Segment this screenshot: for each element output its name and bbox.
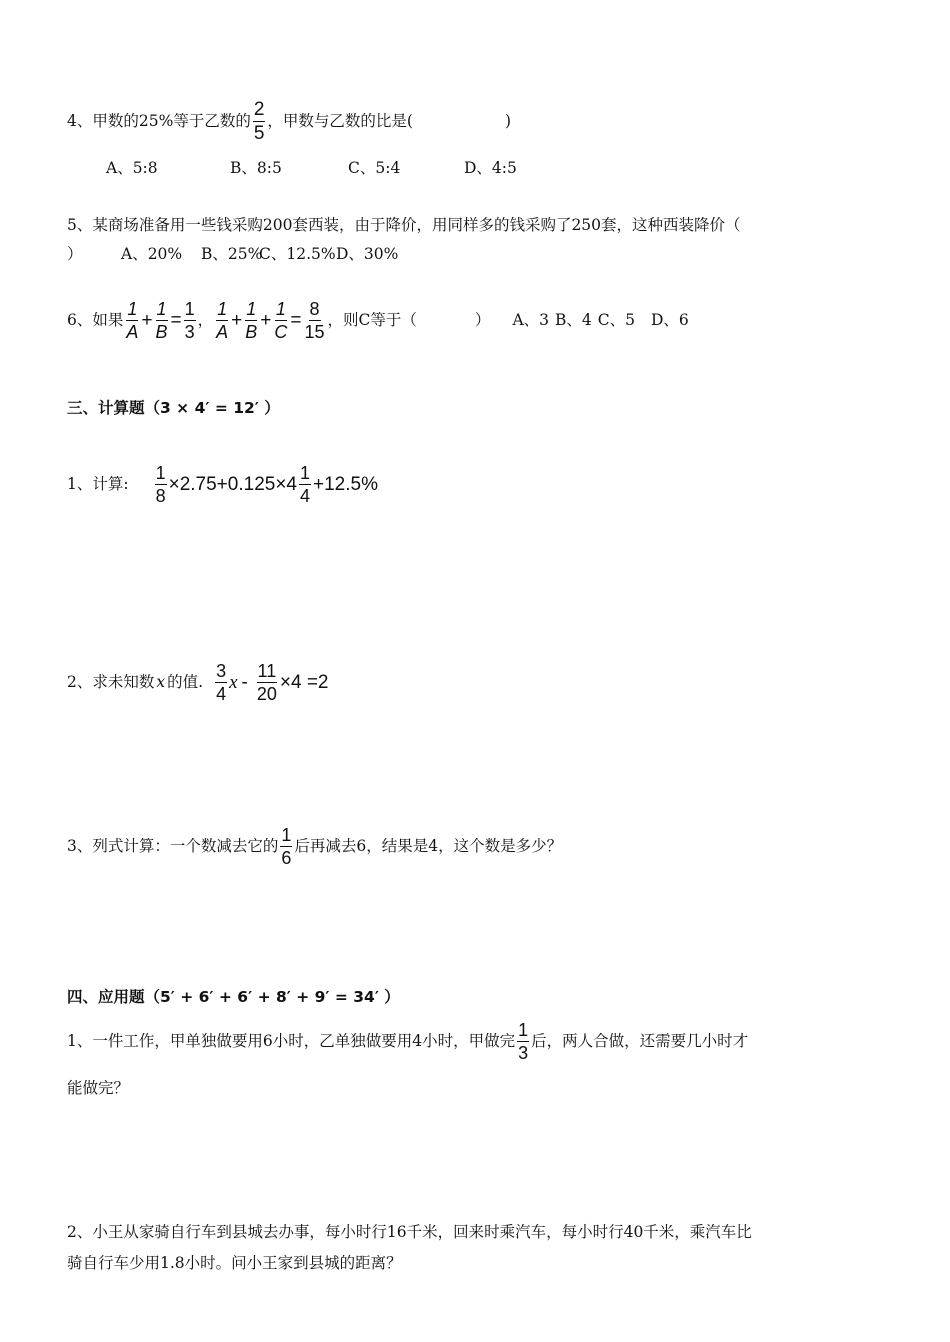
q6-frac-1-3: $\frac{1}{3}$ bbox=[184, 299, 195, 342]
calc-3-prefix: 3、列式计算：一个数减去它的 bbox=[67, 836, 279, 855]
calc-3 bbox=[67, 826, 562, 867]
section-3-heading: 三、计算题（3 × 4′ = 12′ ） bbox=[67, 399, 280, 417]
q6-comma: ， bbox=[197, 310, 214, 329]
calc-2-var: x bbox=[156, 672, 166, 691]
q4-close: ) bbox=[504, 111, 512, 130]
q6-frac-2-a: $\frac{1}{A}$ bbox=[216, 299, 229, 342]
q5-text: 5、某商场准备用一些钱采购200套西装，由于降价，用同样多的钱采购了250套，这种西装降价（ bbox=[67, 216, 741, 234]
calc-3-frac-1-6: $\frac{1}{6}$ bbox=[281, 825, 292, 868]
q6-equals-2: = bbox=[290, 310, 302, 331]
q6-equals-1: = bbox=[170, 310, 182, 331]
app-2-line-2: 骑自行车少用1.8小时。问小王家到县城的距离？ bbox=[67, 1254, 402, 1272]
calc-2-label-a: 2、求未知数 bbox=[67, 672, 155, 691]
q5-option-d: D、30% bbox=[336, 245, 399, 263]
question-5 bbox=[67, 218, 741, 234]
calc-2-minus: - bbox=[241, 672, 248, 693]
calc-2-x: x bbox=[229, 672, 238, 693]
q4-option-c: C、5:4 bbox=[348, 159, 401, 177]
q6-plus-3: + bbox=[260, 310, 272, 331]
q4-options bbox=[106, 161, 517, 177]
calc-1-middle: ×2.75+0.125×4 bbox=[168, 474, 297, 495]
app-2-line-1: 2、小王从家骑自行车到县城去办事，每小时行16千米，回来时乘汽车，每小时行40千米，乘汽车比 bbox=[67, 1223, 752, 1241]
app-1 bbox=[67, 1021, 748, 1062]
calc-2-frac-11-20: $\frac{11}{20}$ bbox=[256, 661, 277, 704]
calc-1-label: 1、计算: bbox=[67, 474, 129, 493]
calc-1-frac-1-8: $\frac{1}{8}$ bbox=[155, 463, 166, 506]
calc-2 bbox=[67, 662, 328, 703]
app-1-frac-1-3: $\frac{1}{3}$ bbox=[518, 1020, 529, 1063]
q4-suffix: ，甲数与乙数的比是( bbox=[267, 111, 413, 130]
calc-2-frac-3-4: $\frac{3}{4}$ bbox=[216, 661, 227, 704]
question-6 bbox=[67, 300, 689, 341]
section-4-heading: 四、应用题（5′ + 6′ + 6′ + 8′ + 9′ = 34′ ） bbox=[67, 988, 400, 1006]
calc-1-frac-1-4: $\frac{1}{4}$ bbox=[300, 463, 311, 506]
q6-option-a: A、3 bbox=[512, 310, 549, 329]
q5-option-c: C、12.5% bbox=[259, 245, 336, 263]
calc-1 bbox=[67, 464, 378, 505]
calc-2-tail: ×4 =2 bbox=[279, 672, 329, 693]
q6-frac-2-b: $\frac{1}{B}$ bbox=[245, 299, 258, 342]
question-4 bbox=[67, 100, 511, 143]
calc-3-suffix: 后再减去6，结果是4，这个数是多少？ bbox=[294, 836, 563, 855]
app-1-suffix: 后，两人合做，还需要几小时才 bbox=[531, 1031, 749, 1050]
q6-frac-8-15: $\frac{8}{15}$ bbox=[304, 299, 325, 342]
q4-option-b: B、8:5 bbox=[230, 159, 282, 177]
q4-option-a: A、5:8 bbox=[106, 159, 158, 177]
q6-option-b: B、4 bbox=[555, 310, 592, 329]
q6-plus-1: + bbox=[141, 310, 153, 331]
q6-frac-2-c: $\frac{1}{C}$ bbox=[274, 299, 288, 342]
calc-2-label-b: 的值. bbox=[167, 672, 204, 691]
q5-close: ） bbox=[67, 245, 83, 263]
q6-option-d: D、6 bbox=[651, 310, 689, 329]
q5-option-a: A、20% bbox=[121, 245, 183, 263]
q6-frac-1-a: $\frac{1}{A}$ bbox=[126, 299, 139, 342]
q6-option-c: C、5 bbox=[597, 310, 635, 329]
app-1-line-2: 能做完？ bbox=[67, 1079, 130, 1097]
q5-option-b: B、25% bbox=[201, 245, 263, 263]
calc-1-tail: +12.5% bbox=[313, 474, 378, 495]
app-1-prefix: 1、一件工作，甲单独做要用6小时，乙单独做要用4小时，甲做完 bbox=[67, 1031, 516, 1050]
q4-option-d: D、4:5 bbox=[464, 159, 517, 177]
q6-close: ） bbox=[474, 310, 491, 329]
q4-fraction: $\frac{2}{5}$ bbox=[253, 99, 265, 144]
q6-prefix: 6、如果 bbox=[67, 310, 124, 329]
q6-suffix: ，则C等于（ bbox=[327, 310, 417, 329]
q4-prefix: 4、甲数的25%等于乙数的 bbox=[67, 111, 251, 130]
q5-options bbox=[67, 247, 398, 263]
q6-plus-2: + bbox=[231, 310, 243, 331]
q6-frac-1-b: $\frac{1}{B}$ bbox=[155, 299, 168, 342]
